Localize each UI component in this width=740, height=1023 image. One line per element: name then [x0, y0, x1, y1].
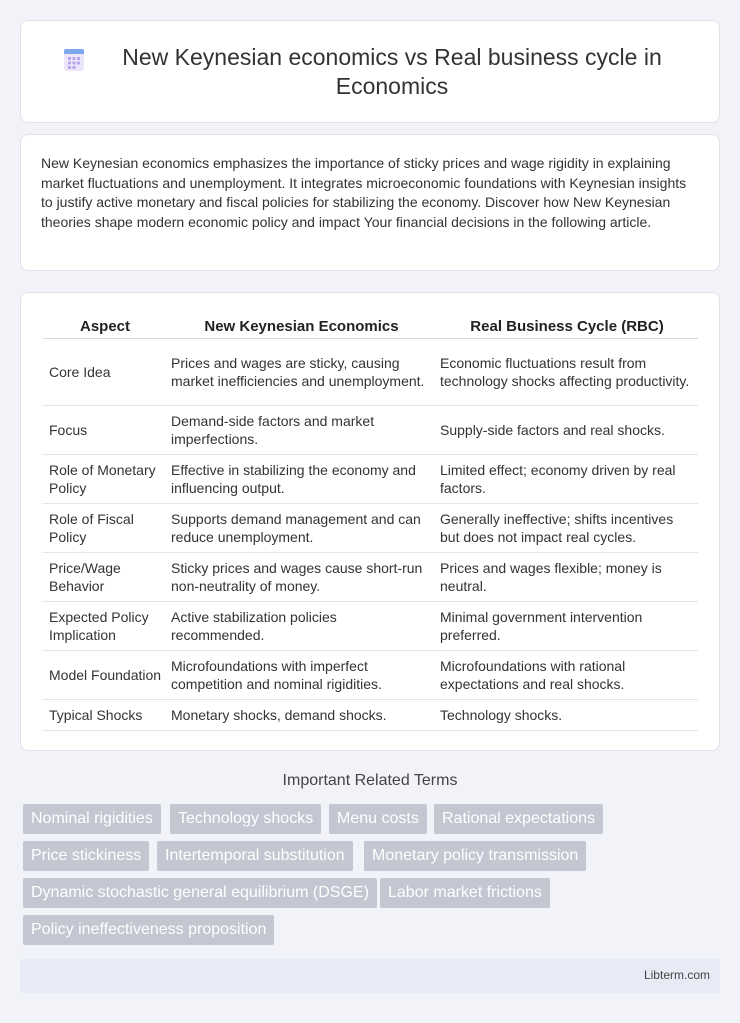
table-row [43, 504, 698, 553]
related-term-tag[interactable]: Technology shocks [170, 804, 321, 834]
related-term-tag[interactable]: Menu costs [329, 804, 427, 834]
cell-new-keynesian: Sticky prices and wages cause short-run non-neutrality of money. [167, 553, 436, 602]
table-row [43, 553, 698, 602]
related-term-tag[interactable]: Monetary policy transmission [364, 841, 586, 871]
cell-new-keynesian: Active stabilization policies recommended. [167, 602, 436, 651]
intro-card [20, 134, 720, 271]
table-row [43, 406, 698, 455]
cell-rbc: Prices and wages flexible; money is neutral. [436, 553, 698, 602]
cell-new-keynesian: Supports demand management and can reduce unemployment. [167, 504, 436, 553]
cell-rbc: Limited effect; economy driven by real factors. [436, 455, 698, 504]
related-term-tag[interactable]: Rational expectations [434, 804, 603, 834]
related-term-tag[interactable]: Policy ineffectiveness proposition [23, 915, 274, 945]
cell-rbc: Technology shocks. [436, 700, 698, 731]
title-card [20, 20, 720, 123]
header-new-keynesian: New Keynesian Economics [167, 313, 436, 339]
table-row [43, 339, 698, 406]
cell-new-keynesian: Effective in stabilizing the economy and influencing output. [167, 455, 436, 504]
table-row [43, 602, 698, 651]
cell-aspect: Price/Wage Behavior [43, 553, 167, 602]
footer [20, 959, 720, 993]
table-row [43, 455, 698, 504]
title-wrap [21, 43, 719, 101]
intro-paragraph: New Keynesian economics emphasizes the importance of sticky prices and wage rigidity in explaining market fluctuations and unemployment. It integrates microeconomic foundations with Keynesian insights to justify active monetary and fiscal policies for stabilizing the economy. Discover how New Keynesian theories shape modern economic policy and impact Your financial decisions in the following article. [41, 155, 687, 230]
cell-aspect: Typical Shocks [43, 700, 167, 731]
cell-new-keynesian: Microfoundations with imperfect competition and nominal rigidities. [167, 651, 436, 700]
related-terms-title: Important Related Terms [282, 772, 458, 789]
related-term-tag[interactable]: Nominal rigidities [23, 804, 161, 834]
cell-rbc: Generally ineffective; shifts incentives but does not impact real cycles. [436, 504, 698, 553]
cell-new-keynesian: Prices and wages are sticky, causing market inefficiencies and unemployment. [167, 339, 436, 406]
footer-site-link[interactable]: Libterm.com [643, 968, 710, 982]
comparison-table [43, 313, 698, 731]
cell-rbc: Minimal government intervention preferred. [436, 602, 698, 651]
comparison-card [20, 292, 720, 751]
table-row [43, 700, 698, 731]
table-header-row [43, 313, 698, 339]
header-aspect: Aspect [43, 313, 167, 339]
cell-aspect: Focus [43, 406, 167, 455]
cell-new-keynesian: Demand-side factors and market imperfections. [167, 406, 436, 455]
cell-aspect: Role of Monetary Policy [43, 455, 167, 504]
cell-aspect: Role of Fiscal Policy [43, 504, 167, 553]
cell-rbc: Economic fluctuations result from technology shocks affecting productivity. [436, 339, 698, 406]
cell-aspect: Expected Policy Implication [43, 602, 167, 651]
document-grid-icon [61, 47, 87, 73]
page-title: New Keynesian economics vs Real business cycle in Economics [122, 43, 662, 99]
cell-new-keynesian: Monetary shocks, demand shocks. [167, 700, 436, 731]
table-row [43, 651, 698, 700]
cell-aspect: Model Foundation [43, 651, 167, 700]
header-rbc: Real Business Cycle (RBC) [436, 313, 698, 339]
cell-rbc: Microfoundations with rational expectations and real shocks. [436, 651, 698, 700]
related-term-tag[interactable]: Intertemporal substitution [157, 841, 353, 871]
related-term-tag[interactable]: Labor market frictions [380, 878, 550, 908]
cell-rbc: Supply-side factors and real shocks. [436, 406, 698, 455]
related-term-tag[interactable]: Price stickiness [23, 841, 149, 871]
related-term-tag[interactable]: Dynamic stochastic general equilibrium (DSGE) [23, 878, 377, 908]
cell-aspect: Core Idea [43, 339, 167, 406]
